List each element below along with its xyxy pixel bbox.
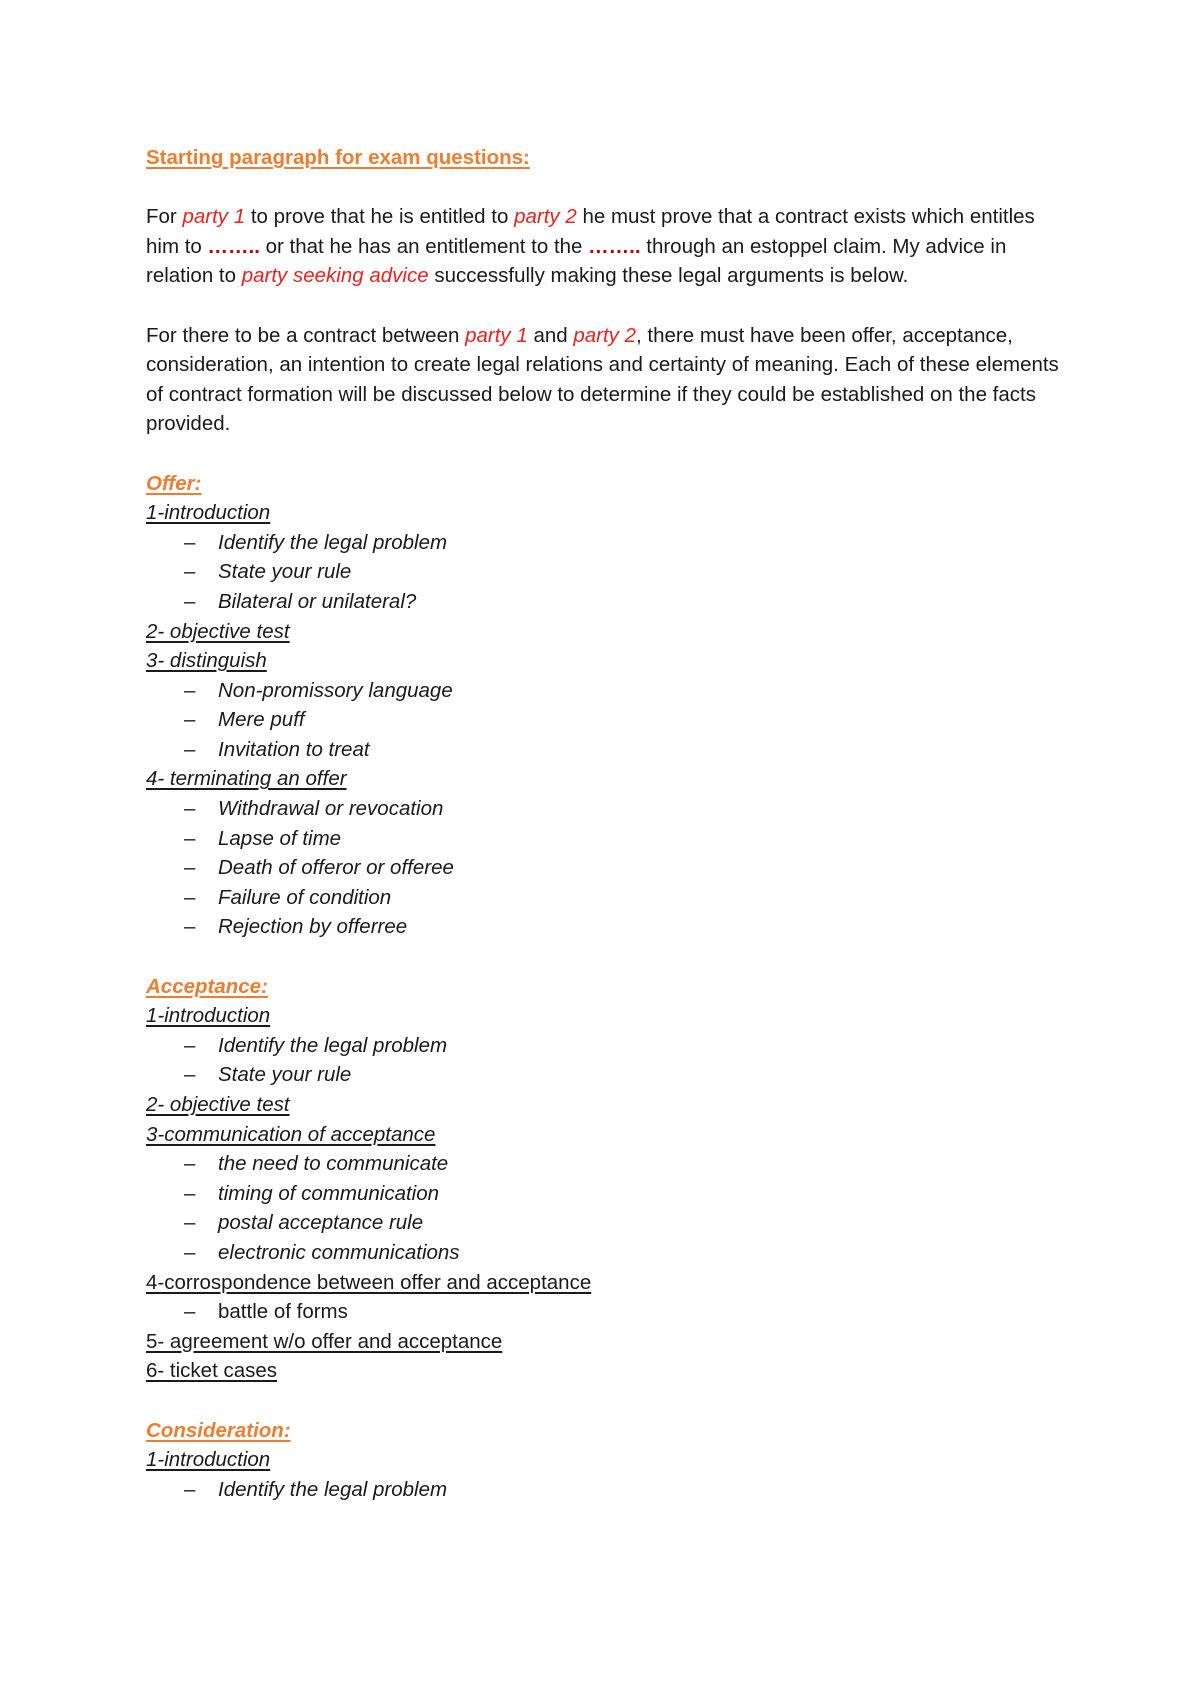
subheading: 4-corrospondence between offer and acceptance xyxy=(146,1270,592,1294)
placeholder-party-1: party 1 xyxy=(465,323,528,347)
list-item: – Bilateral or unilateral? xyxy=(146,587,1066,617)
list-item: – the need to communicate xyxy=(146,1149,1066,1179)
placeholder-party-2: party 2 xyxy=(573,323,637,347)
placeholder-party-2: party 2 xyxy=(514,205,577,229)
bullet-list xyxy=(146,1149,1066,1267)
placeholder-party-1: party 1 xyxy=(182,205,246,229)
list-item: – Identify the legal problem xyxy=(146,1031,1066,1061)
subheading: 5- agreement w/o offer and acceptance xyxy=(146,1329,503,1353)
list-item: – Mere puff xyxy=(146,705,1066,735)
text: For xyxy=(146,205,183,229)
bullet-list xyxy=(146,676,1066,765)
subheading: 2- objective test xyxy=(146,1093,290,1116)
list-item: – timing of communication xyxy=(146,1179,1066,1209)
elements-paragraph xyxy=(146,321,1066,439)
list-item: – Lapse of time xyxy=(146,824,1066,854)
bullet-list xyxy=(146,528,1066,617)
text: successfully making these legal arguments is below. xyxy=(428,264,909,288)
list-item: – battle of forms xyxy=(146,1297,1066,1327)
placeholder-dots: …….. xyxy=(588,234,641,258)
list-item: – State your rule xyxy=(146,1060,1066,1090)
text: to prove that he is entitled to xyxy=(245,205,515,229)
list-item: – Non-promissory language xyxy=(146,676,1066,706)
list-item: – Withdrawal or revocation xyxy=(146,794,1066,824)
subheading: 3- distinguish xyxy=(146,649,267,673)
placeholder-party-seeking-advice: party seeking advice xyxy=(241,264,429,288)
subheading: 3-communication of acceptance xyxy=(146,1122,436,1146)
section-heading-acceptance: Acceptance: xyxy=(146,974,268,998)
spacer xyxy=(146,942,1066,972)
subheading: 6- ticket cases xyxy=(146,1359,278,1383)
page-title: Starting paragraph for exam questions: xyxy=(146,146,530,169)
spacer xyxy=(146,439,1066,469)
list-item: – Rejection by offerree xyxy=(146,912,1066,942)
text: For there to be a contract between xyxy=(146,323,466,347)
list-item: – postal acceptance rule xyxy=(146,1208,1066,1238)
spacer xyxy=(146,1386,1066,1416)
text: and xyxy=(527,323,574,347)
spacer xyxy=(146,291,1066,321)
bullet-list xyxy=(146,1297,1066,1327)
list-item: – Invitation to treat xyxy=(146,735,1066,765)
text: , there must have been offer, acceptance, consideration, an intention to create legal relations and certainty of meaning. Each of these elements of contract formation will be discussed below to determine if they could be established on the facts provided. xyxy=(146,323,1059,436)
subheading: 1-introduction xyxy=(146,501,271,525)
subheading: 4- terminating an offer xyxy=(146,767,347,791)
list-item: – Failure of condition xyxy=(146,883,1066,913)
subheading: 2- objective test xyxy=(146,619,290,643)
bullet-list xyxy=(146,1475,1066,1505)
document-content xyxy=(146,143,1066,1504)
text: he must prove that a contract exists which entitles him to xyxy=(146,205,1035,258)
section-heading-consideration: Consideration: xyxy=(146,1418,291,1442)
text: or that he has an entitlement to the xyxy=(259,234,589,258)
bullet-list xyxy=(146,794,1066,942)
text: through an estoppel claim. My advice in relation to xyxy=(146,234,1007,288)
list-item: – Identify the legal problem xyxy=(146,1475,1066,1505)
list-item: – Death of offeror or offeree xyxy=(146,853,1066,883)
intro-paragraph xyxy=(146,202,1066,291)
subheading: 1-introduction xyxy=(146,1448,271,1472)
spacer xyxy=(146,173,1066,203)
list-item: – Identify the legal problem xyxy=(146,528,1066,558)
bullet-list xyxy=(146,1031,1066,1090)
list-item: – electronic communications xyxy=(146,1238,1066,1268)
list-item: – State your rule xyxy=(146,557,1066,587)
placeholder-dots: …….. xyxy=(207,234,260,258)
section-heading-offer: Offer: xyxy=(146,471,202,495)
subheading: 1-introduction xyxy=(146,1004,271,1028)
